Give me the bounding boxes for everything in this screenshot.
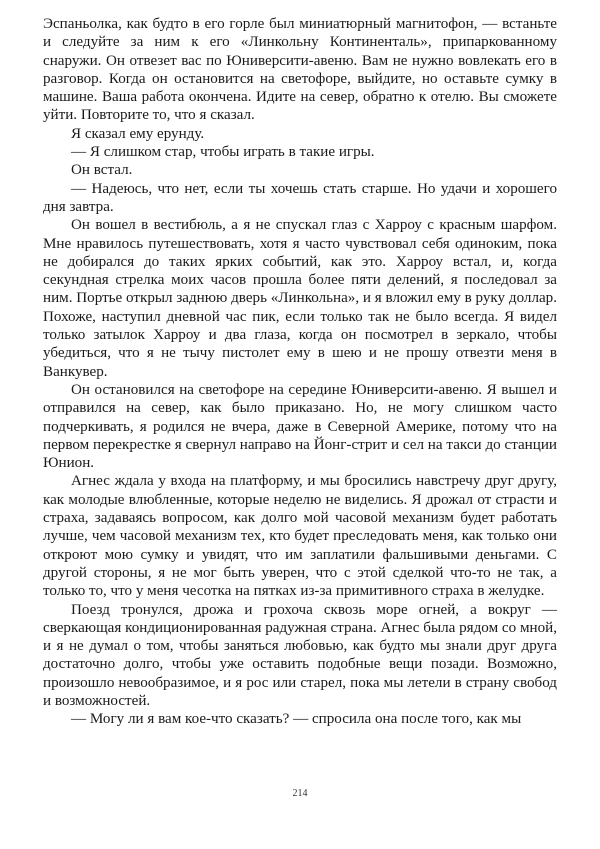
paragraph-2: Я сказал ему ерунду. xyxy=(71,125,205,142)
paragraph-4: Он встал. xyxy=(71,162,133,179)
paragraph-8: Агнес ждала у входа на платформу, и мы бросились навстречу друг другу, как молодые влюбленные, которые неделю не виделись. Я дрожал от страсти и страха, задаваясь вопросом, как долго мой часовой механизм будет работать лучше, чем часовой механизм тех, кто будет преследовать меня, как только они откроют мою сумку и увидят, что им заплатили фальшивыми деньгами. С другой стороны, я не мог быть уверен, что с этой сделкой что-то не так, а только то, что у меня чесотка на пятках из-за примитивного страха в желудке. xyxy=(43,473,557,600)
page-number: 214 xyxy=(292,788,308,799)
paragraph-9: Поезд тронулся, дрожа и грохоча сквозь море огней, а вокруг — сверкающая кондиционированная радужная страна. Агнес была рядом со мной, и я не думал о том, чтобы заняться любовью, как будто мы знали друг друга достаточно долго, чтобы уже оставить подобные вещи позади. Возможно, произошло невообразимое, и я рос или старел, пока мы летели в страну свобод и возможностей. xyxy=(43,601,557,709)
paragraph-5: — Надеюсь, что нет, если ты хочешь стать старше. Но удачи и хорошего дня завтра. xyxy=(43,180,557,215)
paragraph-6: Он вошел в вестибюль, а я не спускал глаз с Харроу с красным шарфом. Мне нравилось путешествовать, хотя я часто чувствовал себя одиноким, пока не добирался до таких ярких событий, как это. Харроу встал, и, когда секундная стрелка моих часов прошла более пяти делений, я последовал за ним. Портье открыл заднюю дверь «Линкольна», и я вложил ему в руку доллар. Похоже, наступил дневной час пик, если только так не было всегда. Я видел только затылок Харроу и два глаза, когда он посмотрел в зеркало, чтобы убедиться, что я не тычу пистолет ему в шею и не прошу отвезти меня в Ванкувер. xyxy=(43,217,557,380)
paragraph-1: Эспаньолка, как будто в его горле был миниатюрный магнитофон, — встаньте и следуйте за ним к его «Линкольну Континенталь», припаркованному снаружи. Он отвезет вас по Юниверсити-авеню. Вам не нужно вовлекать его в разговор. Когда он остановится на светофоре, выйдите, но оставьте сумку в машине. Ваша работа окончена. Идите на север, обратно к отелю. Вы сможете уйти. Повторите то, что я сказал. xyxy=(43,16,557,124)
paragraph-7: Он остановился на светофоре на середине Юниверсити-авеню. Я вышел и отправился на север, как было приказано. Но, не могу слишком часто подчеркивать, я родился не вчера, даже в Северной Америке, потому что на первом перекрестке я свернул направо на Йонг-стрит и сел на такси до станции Юнион. xyxy=(43,381,557,472)
paragraph-10: — Могу ли я вам кое-что сказать? — спросила она после того, как мы xyxy=(71,711,522,728)
body-text xyxy=(43,15,557,729)
paragraph-3: — Я слишком стар, чтобы играть в такие игры. xyxy=(71,144,375,161)
